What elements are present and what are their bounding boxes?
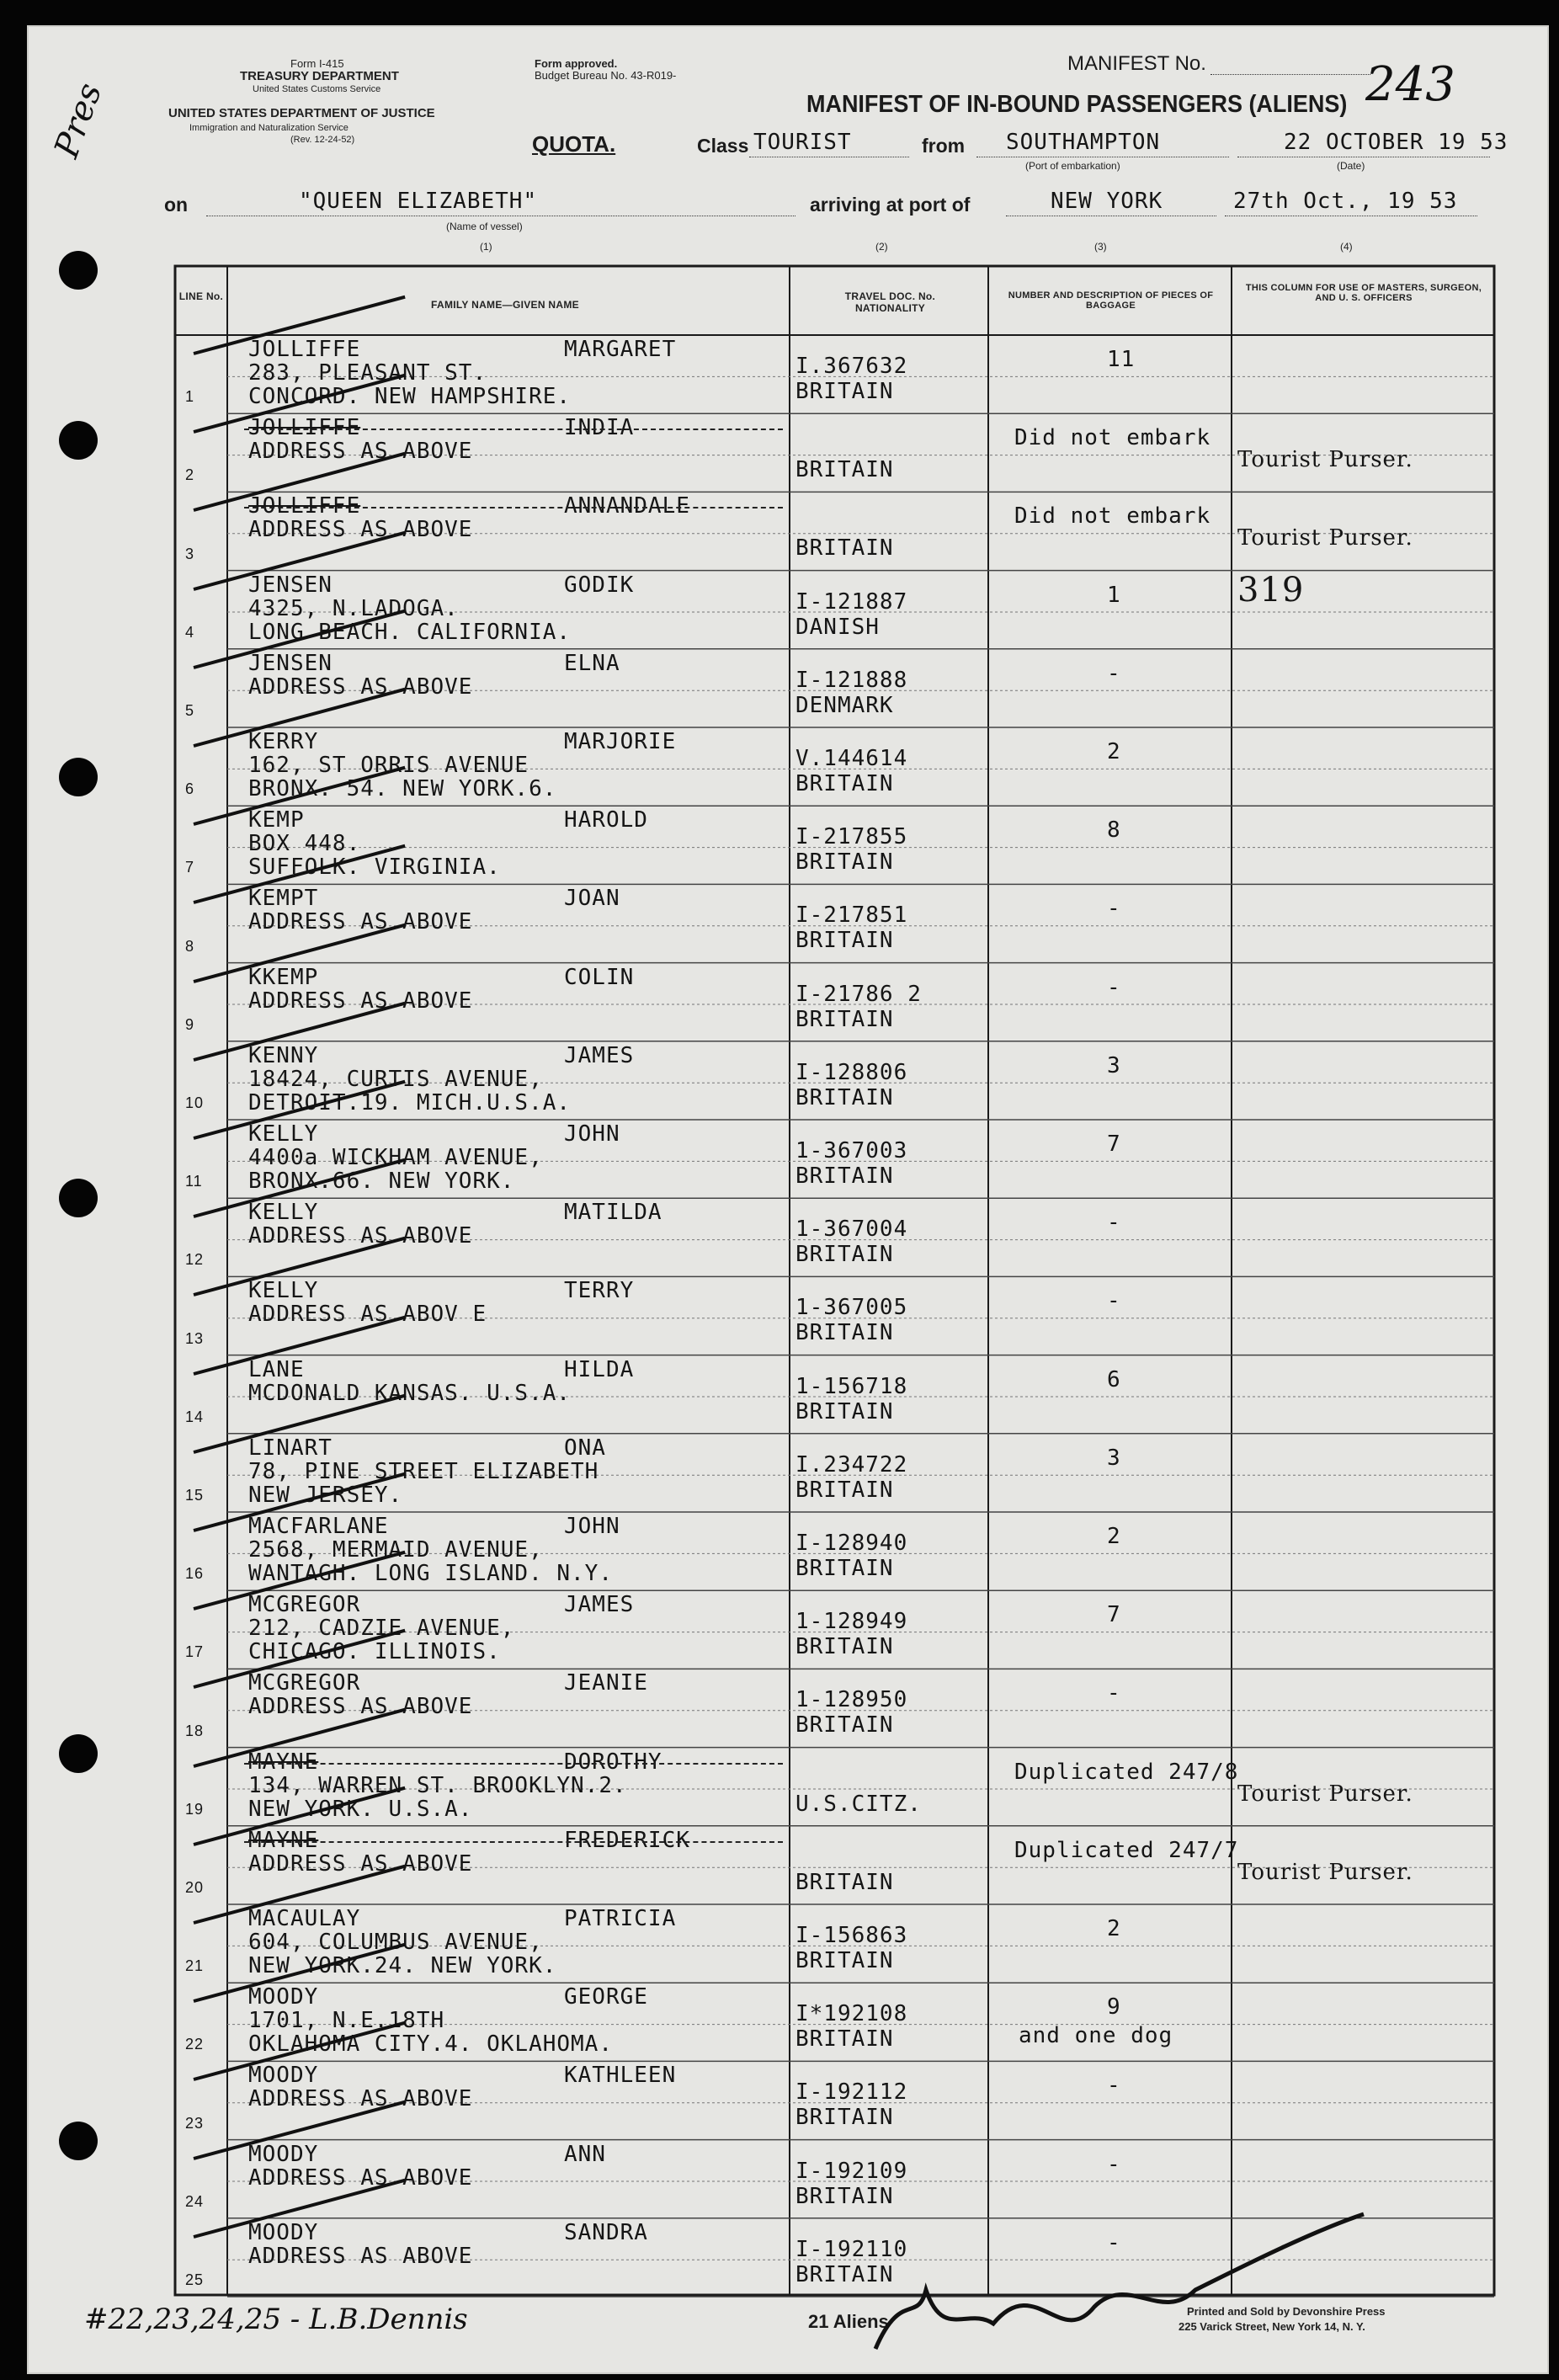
- address-line-1: ADDRESS AS ABOVE: [248, 909, 473, 935]
- family-name: MAYNE: [248, 1749, 319, 1775]
- family-name: KERRY: [248, 729, 319, 754]
- table-row: [143, 1590, 1494, 1669]
- family-name: KKEMP: [248, 964, 319, 990]
- nationality: BRITAIN: [795, 535, 894, 562]
- line-number: 5: [185, 701, 195, 719]
- dept-justice: UNITED STATES DEPARTMENT OF JUSTICE: [168, 106, 435, 120]
- table-row: [143, 727, 1494, 806]
- line-number: 17: [185, 1643, 205, 1661]
- line-number: 11: [185, 1173, 203, 1190]
- line-number: 16: [185, 1565, 205, 1583]
- officer-note: 319: [1237, 570, 1305, 610]
- given-name: PATRICIA: [564, 1906, 677, 1931]
- family-name: JENSEN: [248, 572, 333, 598]
- family-name: MAYNE: [248, 1827, 319, 1853]
- travel-doc-number: I-192110: [795, 2236, 908, 2262]
- table-row: [143, 1512, 1494, 1590]
- given-name: ELNA: [564, 650, 620, 676]
- line-number: 4: [185, 623, 195, 641]
- nationality: U.S.CITZ.: [795, 1791, 922, 1817]
- col-num-3: (3): [1094, 241, 1107, 253]
- family-name: KELLY: [248, 1200, 319, 1226]
- table-row: [143, 1120, 1494, 1198]
- nationality: BRITAIN: [795, 1163, 894, 1189]
- family-name: MOODY: [248, 2141, 319, 2167]
- line-number: 3: [185, 545, 195, 562]
- family-name: MOODY: [248, 2219, 319, 2245]
- travel-doc-number: 1-156718: [795, 1373, 908, 1399]
- family-name: JOLLIFFE: [248, 415, 361, 441]
- travel-doc-number: I-192112: [795, 2079, 908, 2106]
- officer-note: Tourist Purser.: [1237, 447, 1413, 473]
- baggage: -: [1107, 2073, 1121, 2099]
- page-title: MANIFEST OF IN-BOUND PASSENGERS (ALIENS): [806, 91, 1348, 118]
- family-name: LINART: [248, 1435, 333, 1461]
- class-value: TOURIST: [753, 130, 852, 155]
- table-row: [143, 2061, 1494, 2139]
- arrival-port: NEW YORK: [1051, 189, 1163, 214]
- address-line-1: 212, CADZIE AVENUE,: [248, 1616, 515, 1642]
- baggage: -: [1107, 2151, 1121, 2177]
- nationality: BRITAIN: [795, 928, 894, 954]
- family-name: MCGREGOR: [248, 1670, 361, 1696]
- officer-note: Tourist Purser.: [1237, 525, 1413, 551]
- travel-doc-number: I-217855: [795, 824, 908, 850]
- travel-doc-number: I-128806: [795, 1059, 908, 1085]
- travel-doc-number: I-217851: [795, 902, 908, 929]
- address-line-1: ADDRESS AS ABOVE: [248, 674, 473, 700]
- aliens-count: 21 Aliens: [808, 2311, 889, 2332]
- travel-doc-number: 1-367004: [795, 1217, 908, 1243]
- family-name: KELLY: [248, 1121, 319, 1147]
- travel-doc-number: 1-367003: [795, 1138, 908, 1163]
- address-line-2: WANTAGH. LONG ISLAND. N.Y.: [248, 1561, 613, 1586]
- address-line-2: DETROIT.19. MICH.U.S.A.: [248, 1089, 572, 1115]
- address-line-2: BRONX. 54. NEW YORK.6.: [248, 776, 557, 801]
- table-row: [143, 1434, 1494, 1512]
- table-row: [143, 492, 1494, 570]
- address-line-1: 78, PINE STREET ELIZABETH: [248, 1458, 599, 1484]
- nationality: BRITAIN: [795, 1084, 894, 1110]
- given-name: JOHN: [564, 1121, 620, 1147]
- nationality: BRITAIN: [795, 1006, 894, 1032]
- address-line-1: ADDRESS AS ABOVE: [248, 517, 473, 543]
- given-name: MARGARET: [564, 337, 677, 362]
- punch-hole: [59, 1734, 98, 1773]
- address-line-2: NEW JERSEY.: [248, 1482, 403, 1508]
- address-line-1: MCDONALD KANSAS. U.S.A.: [248, 1380, 572, 1406]
- quota-label: QUOTA.: [532, 131, 616, 157]
- baggage: 7: [1107, 1602, 1121, 1628]
- manifest-number: 243: [1365, 57, 1455, 112]
- baggage: Duplicated 247/7: [1014, 1837, 1239, 1863]
- nationality: BRITAIN: [795, 2105, 894, 2131]
- line-number: 7: [185, 859, 195, 876]
- from-label: from: [922, 135, 966, 157]
- nationality: BRITAIN: [795, 1869, 894, 1895]
- given-name: MARJORIE: [564, 729, 677, 754]
- given-name: MATILDA: [564, 1200, 662, 1226]
- nationality: BRITAIN: [795, 2261, 894, 2287]
- line-number: 8: [185, 937, 195, 955]
- baggage: 2: [1107, 739, 1121, 764]
- printer-line-2: 225 Varick Street, New York 14, N. Y.: [1179, 2320, 1365, 2333]
- travel-doc-number: I-121888: [795, 667, 908, 693]
- punch-hole: [59, 421, 98, 460]
- line-number: 24: [185, 2192, 205, 2210]
- baggage: Did not embark: [1014, 503, 1211, 530]
- travel-doc-number: 1-128950: [795, 1687, 908, 1713]
- address-line-1: ADDRESS AS ABOVE: [248, 1223, 473, 1249]
- dept-treasury-sub: United States Customs Service: [253, 84, 381, 94]
- table-row: [143, 413, 1494, 492]
- address-line-1: 134, WARREN ST. BROOKLYN.2.: [248, 1772, 627, 1798]
- family-name: MCGREGOR: [248, 1592, 361, 1618]
- address-line-1: ADDRESS AS ABOVE: [248, 2243, 473, 2269]
- given-name: DOROTHY: [564, 1749, 662, 1775]
- col-num-2: (2): [875, 241, 888, 253]
- baggage: 8: [1107, 817, 1121, 844]
- line-number: 21: [185, 1957, 205, 1975]
- given-name: JAMES: [564, 1042, 635, 1068]
- officer-note: Tourist Purser.: [1237, 1859, 1413, 1885]
- punch-hole: [59, 758, 98, 796]
- line-number: 2: [185, 466, 195, 484]
- table-row: [143, 1904, 1494, 1983]
- family-name: MACAULAY: [248, 1906, 361, 1931]
- address-line-1: 2568, MERMAID AVENUE,: [248, 1537, 543, 1563]
- line-number: 1: [185, 388, 195, 406]
- travel-doc-number: I-121887: [795, 588, 908, 615]
- family-name: KEMP: [248, 807, 305, 833]
- address-line-1: 604, COLUMBUS AVENUE,: [248, 1930, 543, 1955]
- table-row: [143, 1826, 1494, 1904]
- line-number: 20: [185, 1878, 205, 1896]
- travel-doc-number: 1-128949: [795, 1609, 908, 1635]
- address-line-2: SUFFOLK. VIRGINIA.: [248, 855, 501, 881]
- address-line-1: ADDRESS AS ABOVE: [248, 1694, 473, 1720]
- col-num-4: (4): [1340, 241, 1353, 253]
- address-line-1: BOX 448.: [248, 831, 361, 857]
- baggage: 2: [1107, 1916, 1121, 1941]
- address-line-1: 162, ST ORRIS AVENUE: [248, 753, 529, 778]
- nationality: BRITAIN: [795, 1242, 894, 1268]
- baggage: -: [1107, 1210, 1121, 1236]
- baggage: -: [1107, 2229, 1121, 2255]
- travel-doc-number: V.144614: [795, 746, 908, 771]
- travel-doc-number: 1-367005: [795, 1295, 908, 1321]
- table-row: [143, 1198, 1494, 1276]
- nationality: BRITAIN: [795, 1320, 894, 1346]
- line-number: 19: [185, 1800, 205, 1818]
- travel-doc-number: I*192108: [795, 2001, 908, 2027]
- arrival-date: 27th Oct., 19 53: [1233, 189, 1458, 214]
- family-name: KELLY: [248, 1278, 319, 1304]
- baggage: -: [1107, 974, 1121, 1000]
- nationality: BRITAIN: [795, 2183, 894, 2209]
- address-line-1: 4400a WICKHAM AVENUE,: [248, 1145, 543, 1170]
- punch-hole: [59, 251, 98, 290]
- baggage: 11: [1107, 347, 1136, 372]
- family-name: LANE: [248, 1356, 305, 1382]
- given-name: COLIN: [564, 964, 635, 990]
- address-line-1: 1701, N.E.18TH: [248, 2008, 445, 2034]
- address-line-1: 18424, CURTIS AVENUE,: [248, 1066, 543, 1092]
- from-value: SOUTHAMPTON: [1006, 130, 1161, 155]
- table-row: [143, 1748, 1494, 1826]
- address-line-2: CHICAGO. ILLINOIS.: [248, 1639, 501, 1665]
- baggage: 7: [1107, 1131, 1121, 1157]
- travel-doc-number: I-21786 2: [795, 981, 922, 1007]
- strike-line: [244, 429, 783, 430]
- given-name: SANDRA: [564, 2219, 648, 2245]
- travel-doc-number: I-156863: [795, 1923, 908, 1948]
- nationality: BRITAIN: [795, 1477, 894, 1503]
- address-line-1: ADDRESS AS ABOV E: [248, 1302, 487, 1328]
- baggage-extra: and one dog: [1019, 2023, 1173, 2049]
- address-line-2: NEW YORK. U.S.A.: [248, 1796, 473, 1822]
- line-number: 23: [185, 2114, 205, 2132]
- baggage: 3: [1107, 1052, 1121, 1078]
- nationality: BRITAIN: [795, 1948, 894, 1973]
- family-name: KENNY: [248, 1042, 319, 1068]
- line-number: 14: [185, 1408, 205, 1425]
- table-row: [143, 335, 1494, 413]
- given-name: INDIA: [564, 415, 635, 441]
- baggage: -: [1107, 1680, 1121, 1706]
- address-line-2: OKLAHOMA CITY.4. OKLAHOMA.: [248, 2031, 613, 2058]
- manifest-date: 22 OCTOBER 19 53: [1284, 130, 1508, 155]
- baggage: -: [1107, 896, 1121, 922]
- travel-doc-number: I-192109: [795, 2158, 908, 2184]
- address-line-2: BRONX.66. NEW YORK.: [248, 1169, 515, 1194]
- nationality: BRITAIN: [795, 1398, 894, 1424]
- table-row: [143, 2218, 1494, 2297]
- baggage: -: [1107, 660, 1121, 686]
- line-number: 22: [185, 2036, 205, 2053]
- col-header-travel: TRAVEL DOC. No. NATIONALITY: [844, 290, 936, 314]
- line-number: 15: [185, 1486, 205, 1504]
- table-row: [143, 649, 1494, 727]
- nationality: BRITAIN: [795, 1556, 894, 1581]
- given-name: HAROLD: [564, 807, 648, 833]
- table-row: [143, 1041, 1494, 1120]
- given-name: JOAN: [564, 886, 620, 912]
- given-name: GODIK: [564, 572, 635, 598]
- address-line-2: LONG BEACH. CALIFORNIA.: [248, 619, 572, 645]
- vessel-name: "QUEEN ELIZABETH": [299, 189, 538, 214]
- address-line-1: ADDRESS AS ABOVE: [248, 2164, 473, 2191]
- baggage: 2: [1107, 1524, 1121, 1549]
- strike-line: [244, 1841, 783, 1843]
- given-name: GEORGE: [564, 1984, 648, 2010]
- address-line-1: 283, PLEASANT ST.: [248, 360, 487, 386]
- punch-hole: [59, 2122, 98, 2160]
- family-name: KEMPT: [248, 886, 319, 912]
- nationality: DANISH: [795, 614, 880, 640]
- port-caption: (Port of embarkation): [1025, 160, 1120, 172]
- address-line-1: 4325, N.LADOGA.: [248, 595, 459, 621]
- on-label: on: [164, 194, 189, 216]
- nationality: BRITAIN: [795, 457, 894, 483]
- line-number: 10: [185, 1094, 205, 1111]
- table-row: [143, 1355, 1494, 1434]
- class-label: Class: [697, 135, 749, 157]
- dept-treasury: TREASURY DEPARTMENT: [240, 69, 399, 83]
- col-header-name: FAMILY NAME—GIVEN NAME: [431, 299, 579, 311]
- address-line-2: CONCORD. NEW HAMPSHIRE.: [248, 384, 572, 409]
- address-line-1: ADDRESS AS ABOVE: [248, 1850, 473, 1877]
- line-number: 13: [185, 1329, 205, 1347]
- date-caption: (Date): [1337, 160, 1365, 172]
- table-row: [143, 1669, 1494, 1747]
- travel-doc-number: I.234722: [795, 1451, 908, 1478]
- baggage: Did not embark: [1014, 425, 1211, 451]
- family-name: MOODY: [248, 2063, 319, 2089]
- given-name: KATHLEEN: [564, 2063, 677, 2089]
- address-line-1: ADDRESS AS ABOVE: [248, 988, 473, 1014]
- baggage: 9: [1107, 1994, 1121, 2021]
- baggage: 6: [1107, 1366, 1121, 1392]
- nationality: BRITAIN: [795, 1634, 894, 1660]
- given-name: JEANIE: [564, 1670, 648, 1696]
- table-row: [143, 806, 1494, 884]
- manifest-no-label: MANIFEST No.: [1067, 52, 1206, 75]
- given-name: JOHN: [564, 1514, 620, 1539]
- nationality: BRITAIN: [795, 849, 894, 876]
- revision: (Rev. 12-24-52): [290, 135, 355, 145]
- printer-line-1: Printed and Sold by Devonshire Press: [1187, 2305, 1386, 2318]
- family-name: MACFARLANE: [248, 1514, 389, 1539]
- given-name: ONA: [564, 1435, 606, 1461]
- strike-line: [244, 1763, 783, 1765]
- given-name: FREDERICK: [564, 1827, 690, 1853]
- punch-hole: [59, 1179, 98, 1217]
- address-line-2: NEW YORK.24. NEW YORK.: [248, 1953, 557, 1978]
- officer-note: Tourist Purser.: [1237, 1781, 1413, 1807]
- form-approved: Form approved.: [535, 57, 618, 70]
- given-name: ANNANDALE: [564, 493, 690, 519]
- table-row: [143, 571, 1494, 649]
- travel-doc-number: I.367632: [795, 354, 908, 379]
- line-number: 12: [185, 1251, 205, 1269]
- col-num-1: (1): [480, 241, 492, 253]
- form-id: Form I-415: [290, 57, 344, 70]
- line-number: 18: [185, 1722, 205, 1739]
- family-name: JENSEN: [248, 650, 333, 676]
- given-name: ANN: [564, 2141, 606, 2167]
- table-row: [143, 1983, 1494, 2061]
- table-row: [143, 1276, 1494, 1355]
- margin-note: Pres: [47, 77, 110, 163]
- table-row: [143, 963, 1494, 1041]
- arriving-label: arriving at port of: [810, 194, 971, 216]
- travel-doc-number: I-128940: [795, 1531, 908, 1556]
- footer-handwritten: #22,23,24,25 - L.B.Dennis: [84, 2303, 468, 2336]
- line-number: 25: [185, 2271, 205, 2288]
- baggage: 1: [1107, 582, 1121, 608]
- table-row: [143, 884, 1494, 962]
- table-row: [143, 2140, 1494, 2218]
- nationality: BRITAIN: [795, 379, 894, 404]
- dept-justice-sub: Immigration and Naturalization Service: [189, 123, 349, 133]
- col-header-line: LINE No.: [178, 290, 224, 302]
- line-number: 9: [185, 1015, 195, 1033]
- baggage: -: [1107, 1288, 1121, 1314]
- given-name: JAMES: [564, 1592, 635, 1618]
- address-line-1: ADDRESS AS ABOVE: [248, 2086, 473, 2112]
- baggage: 3: [1107, 1445, 1121, 1471]
- family-name: JOLLIFFE: [248, 493, 361, 519]
- vessel-caption: (Name of vessel): [446, 221, 523, 232]
- nationality: BRITAIN: [795, 1712, 894, 1738]
- baggage: Duplicated 247/8: [1014, 1759, 1239, 1785]
- strike-line: [244, 507, 783, 508]
- family-name: MOODY: [248, 1984, 319, 2010]
- line-number: 6: [185, 780, 195, 798]
- nationality: BRITAIN: [795, 2026, 894, 2053]
- col-header-use: THIS COLUMN FOR USE OF MASTERS, SURGEON, AND U. S. OFFICERS: [1245, 283, 1482, 303]
- nationality: BRITAIN: [795, 771, 894, 796]
- col-header-baggage: NUMBER AND DESCRIPTION OF PIECES OF BAGGAGE: [1008, 290, 1214, 311]
- address-line-1: ADDRESS AS ABOVE: [248, 439, 473, 465]
- budget-bureau: Budget Bureau No. 43-R019-: [535, 69, 677, 82]
- given-name: HILDA: [564, 1356, 635, 1382]
- family-name: JOLLIFFE: [248, 337, 361, 362]
- given-name: TERRY: [564, 1278, 635, 1304]
- nationality: DENMARK: [795, 692, 894, 718]
